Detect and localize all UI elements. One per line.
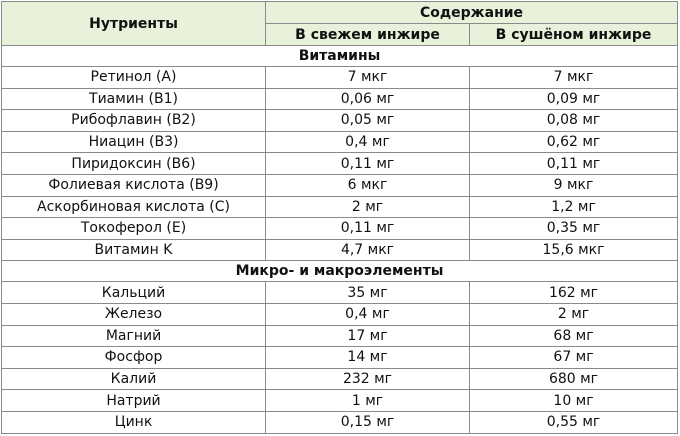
fresh-value: 232 мг [266,368,470,390]
fresh-value: 4,7 мкг [266,239,470,261]
dried-value: 9 мкг [470,174,678,196]
table-row [2,390,678,412]
section-row [2,46,678,67]
section-title: Витамины [2,46,678,67]
fresh-value: 0,4 мг [266,131,470,153]
nutrient-name: Токоферол (E) [2,218,266,240]
nutrient-name: Ниацин (B3) [2,131,266,153]
dried-value: 680 мг [470,368,678,390]
dried-value: 15,6 мкг [470,239,678,261]
nutrient-name: Магний [2,325,266,347]
nutrient-name: Пиридоксин (B6) [2,153,266,175]
section-title: Микро- и макроэлементы [2,261,678,282]
nutrient-name: Тиамин (B1) [2,88,266,110]
fresh-value: 35 мг [266,282,470,304]
dried-value: 1,2 мг [470,196,678,218]
section-row [2,261,678,282]
fresh-value: 0,11 мг [266,218,470,240]
dried-fig-header: В сушёном инжире [470,24,678,46]
fresh-value: 17 мг [266,325,470,347]
fresh-value: 0,4 мг [266,303,470,325]
table-row [2,282,678,304]
fresh-value: 0,05 мг [266,110,470,132]
table-row [2,411,678,433]
dried-value: 2 мг [470,303,678,325]
nutrient-name: Калий [2,368,266,390]
table-row [2,325,678,347]
table-row [2,153,678,175]
dried-value: 10 мг [470,390,678,412]
table-row [2,196,678,218]
content-header: Содержание [266,2,678,24]
fresh-value: 0,11 мг [266,153,470,175]
dried-value: 0,55 мг [470,411,678,433]
dried-value: 0,08 мг [470,110,678,132]
fresh-fig-header: В свежем инжире [266,24,470,46]
dried-value: 0,09 мг [470,88,678,110]
nutrient-table [1,1,678,434]
dried-value: 0,62 мг [470,131,678,153]
table-row [2,174,678,196]
table-row [2,67,678,89]
table-row [2,131,678,153]
table-row [2,239,678,261]
nutrient-name: Витамин K [2,239,266,261]
table-row [2,368,678,390]
dried-value: 68 мг [470,325,678,347]
fresh-value: 0,15 мг [266,411,470,433]
nutrient-name: Кальций [2,282,266,304]
dried-value: 0,35 мг [470,218,678,240]
table-row [2,88,678,110]
table-row [2,218,678,240]
header-row-top [2,2,678,24]
nutrient-name: Ретинол (A) [2,67,266,89]
table-row [2,347,678,369]
fresh-value: 6 мкг [266,174,470,196]
fresh-value: 1 мг [266,390,470,412]
dried-value: 67 мг [470,347,678,369]
nutrient-name: Фолиевая кислота (B9) [2,174,266,196]
fresh-value: 7 мкг [266,67,470,89]
nutrients-header: Нутриенты [2,2,266,46]
dried-value: 7 мкг [470,67,678,89]
fresh-value: 0,06 мг [266,88,470,110]
nutrient-name: Железо [2,303,266,325]
table-row [2,110,678,132]
dried-value: 0,11 мг [470,153,678,175]
nutrient-name: Натрий [2,390,266,412]
dried-value: 162 мг [470,282,678,304]
nutrient-name: Цинк [2,411,266,433]
table-row [2,303,678,325]
fresh-value: 14 мг [266,347,470,369]
nutrient-name: Фосфор [2,347,266,369]
nutrient-name: Рибофлавин (B2) [2,110,266,132]
fresh-value: 2 мг [266,196,470,218]
nutrient-name: Аскорбиновая кислота (C) [2,196,266,218]
